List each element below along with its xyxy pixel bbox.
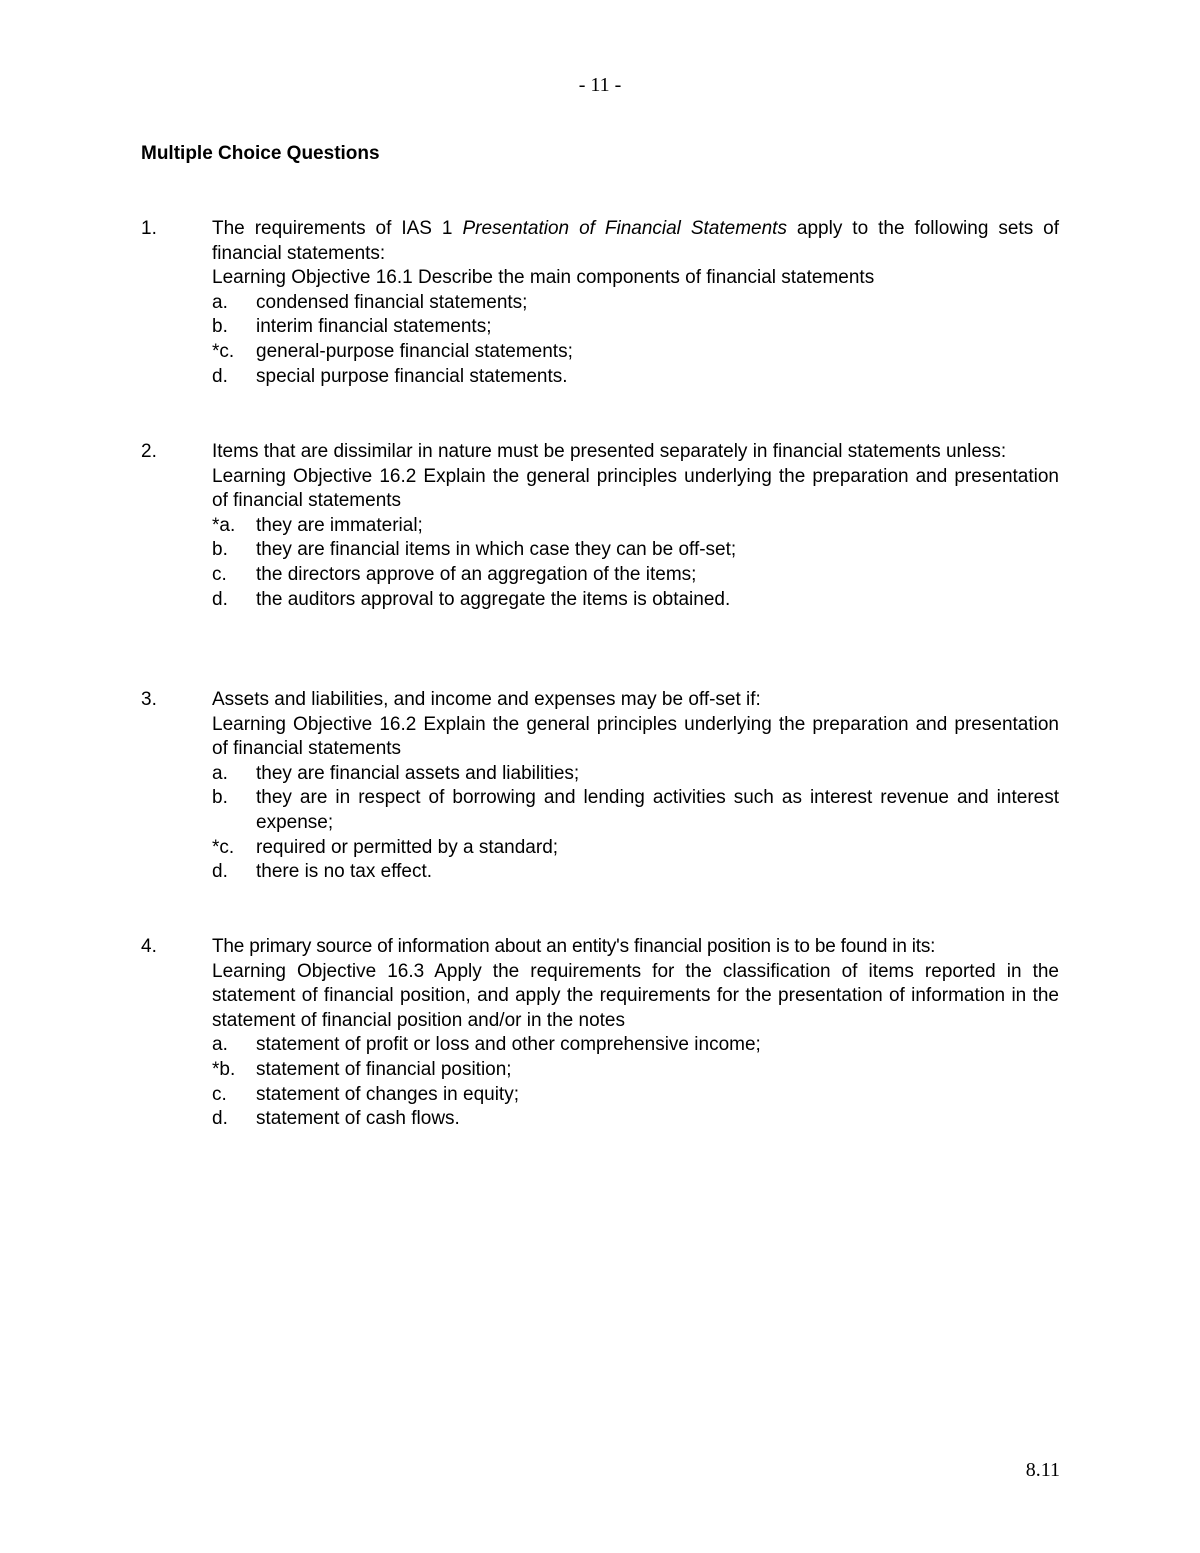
question-1: [141, 217, 1059, 389]
question-number: 4.: [141, 936, 157, 957]
option-letter: c.: [212, 563, 227, 585]
answer-option: [212, 1033, 1059, 1058]
answer-option: [212, 538, 1059, 563]
answer-option: [212, 315, 1059, 340]
answer-option-correct: [212, 1058, 1059, 1083]
option-text: they are financial items in which case they can be off-set;: [256, 539, 737, 561]
answer-option-correct: [212, 836, 1059, 861]
page-number-footer: 8.11: [1025, 1459, 1060, 1481]
learning-objective: Learning Objective 16.3 Apply the requirements for the classification of items reported in the statement of financial position, and apply the requirements for the presentation of information in the statement of financial position and/or in the notes: [212, 960, 1059, 1031]
option-text: interim financial statements;: [256, 316, 492, 338]
answer-option-correct: [212, 340, 1059, 365]
option-text: statement of changes in equity;: [256, 1083, 519, 1105]
option-letter: *c.: [212, 340, 235, 362]
answer-option: [212, 1107, 1059, 1132]
learning-objective: Learning Objective 16.2 Explain the general principles underlying the preparation and presentation of financial statements: [212, 713, 1059, 760]
answer-option-correct: [212, 514, 1059, 539]
option-letter: d.: [212, 588, 228, 610]
question-4: [141, 935, 1059, 1132]
answer-option: [212, 860, 1059, 885]
question-number: 1.: [141, 218, 157, 239]
question-number: 3.: [141, 689, 157, 710]
option-text: they are immaterial;: [256, 514, 423, 536]
option-letter: b.: [212, 539, 228, 561]
question-stem: The requirements of IAS 1 Presentation of Financial Statements apply to the following sets of financial statements:: [212, 218, 1059, 264]
answer-option: [212, 786, 1059, 835]
question-3: [141, 688, 1059, 885]
option-letter: d.: [212, 365, 228, 387]
learning-objective: Learning Objective 16.2 Explain the general principles underlying the preparation and presentation of financial statements: [212, 465, 1059, 512]
question-stem: Items that are dissimilar in nature must be presented separately in financial statements unless:: [212, 441, 1007, 462]
option-text: they are in respect of borrowing and lending activities such as interest revenue and interest expense;: [256, 787, 1059, 833]
answer-option: [212, 588, 1059, 613]
option-text: the auditors approval to aggregate the items is obtained.: [256, 588, 731, 610]
answer-option: [212, 291, 1059, 316]
learning-objective: Learning Objective 16.1 Describe the main components of financial statements: [212, 267, 875, 289]
option-letter: a.: [212, 762, 228, 784]
question-number: 2.: [141, 441, 157, 462]
option-letter: *a.: [212, 514, 236, 536]
option-letter: b.: [212, 787, 228, 809]
option-text: condensed financial statements;: [256, 291, 528, 313]
option-letter: *c.: [212, 836, 235, 858]
question-2: [141, 440, 1059, 612]
option-text: statement of cash flows.: [256, 1108, 460, 1130]
option-letter: c.: [212, 1083, 227, 1105]
answer-option: [212, 563, 1059, 588]
option-text: general-purpose financial statements;: [256, 340, 573, 362]
option-letter: a.: [212, 1034, 228, 1056]
answer-option: [212, 365, 1059, 390]
answer-option: [212, 1083, 1059, 1108]
option-letter: b.: [212, 316, 228, 338]
option-text: required or permitted by a standard;: [256, 836, 559, 858]
option-letter: a.: [212, 291, 228, 313]
answer-option: [212, 762, 1059, 787]
standard-title: Presentation of Financial Statements: [462, 218, 787, 239]
page-number-header: - 11 -: [578, 74, 622, 96]
option-text: special purpose financial statements.: [256, 365, 568, 387]
option-text: they are financial assets and liabilities;: [256, 762, 580, 784]
option-letter: d.: [212, 861, 228, 883]
option-text: statement of financial position;: [256, 1058, 512, 1080]
question-stem: The primary source of information about an entity's financial position is to be found in its:: [212, 936, 936, 957]
section-heading: Multiple Choice Questions: [141, 143, 380, 164]
question-stem: Assets and liabilities, and income and expenses may be off-set if:: [212, 689, 761, 710]
option-text: statement of profit or loss and other comprehensive income;: [256, 1034, 761, 1056]
option-text: there is no tax effect.: [256, 861, 433, 883]
option-text: the directors approve of an aggregation of the items;: [256, 563, 697, 585]
option-letter: *b.: [212, 1058, 236, 1080]
option-letter: d.: [212, 1108, 228, 1130]
